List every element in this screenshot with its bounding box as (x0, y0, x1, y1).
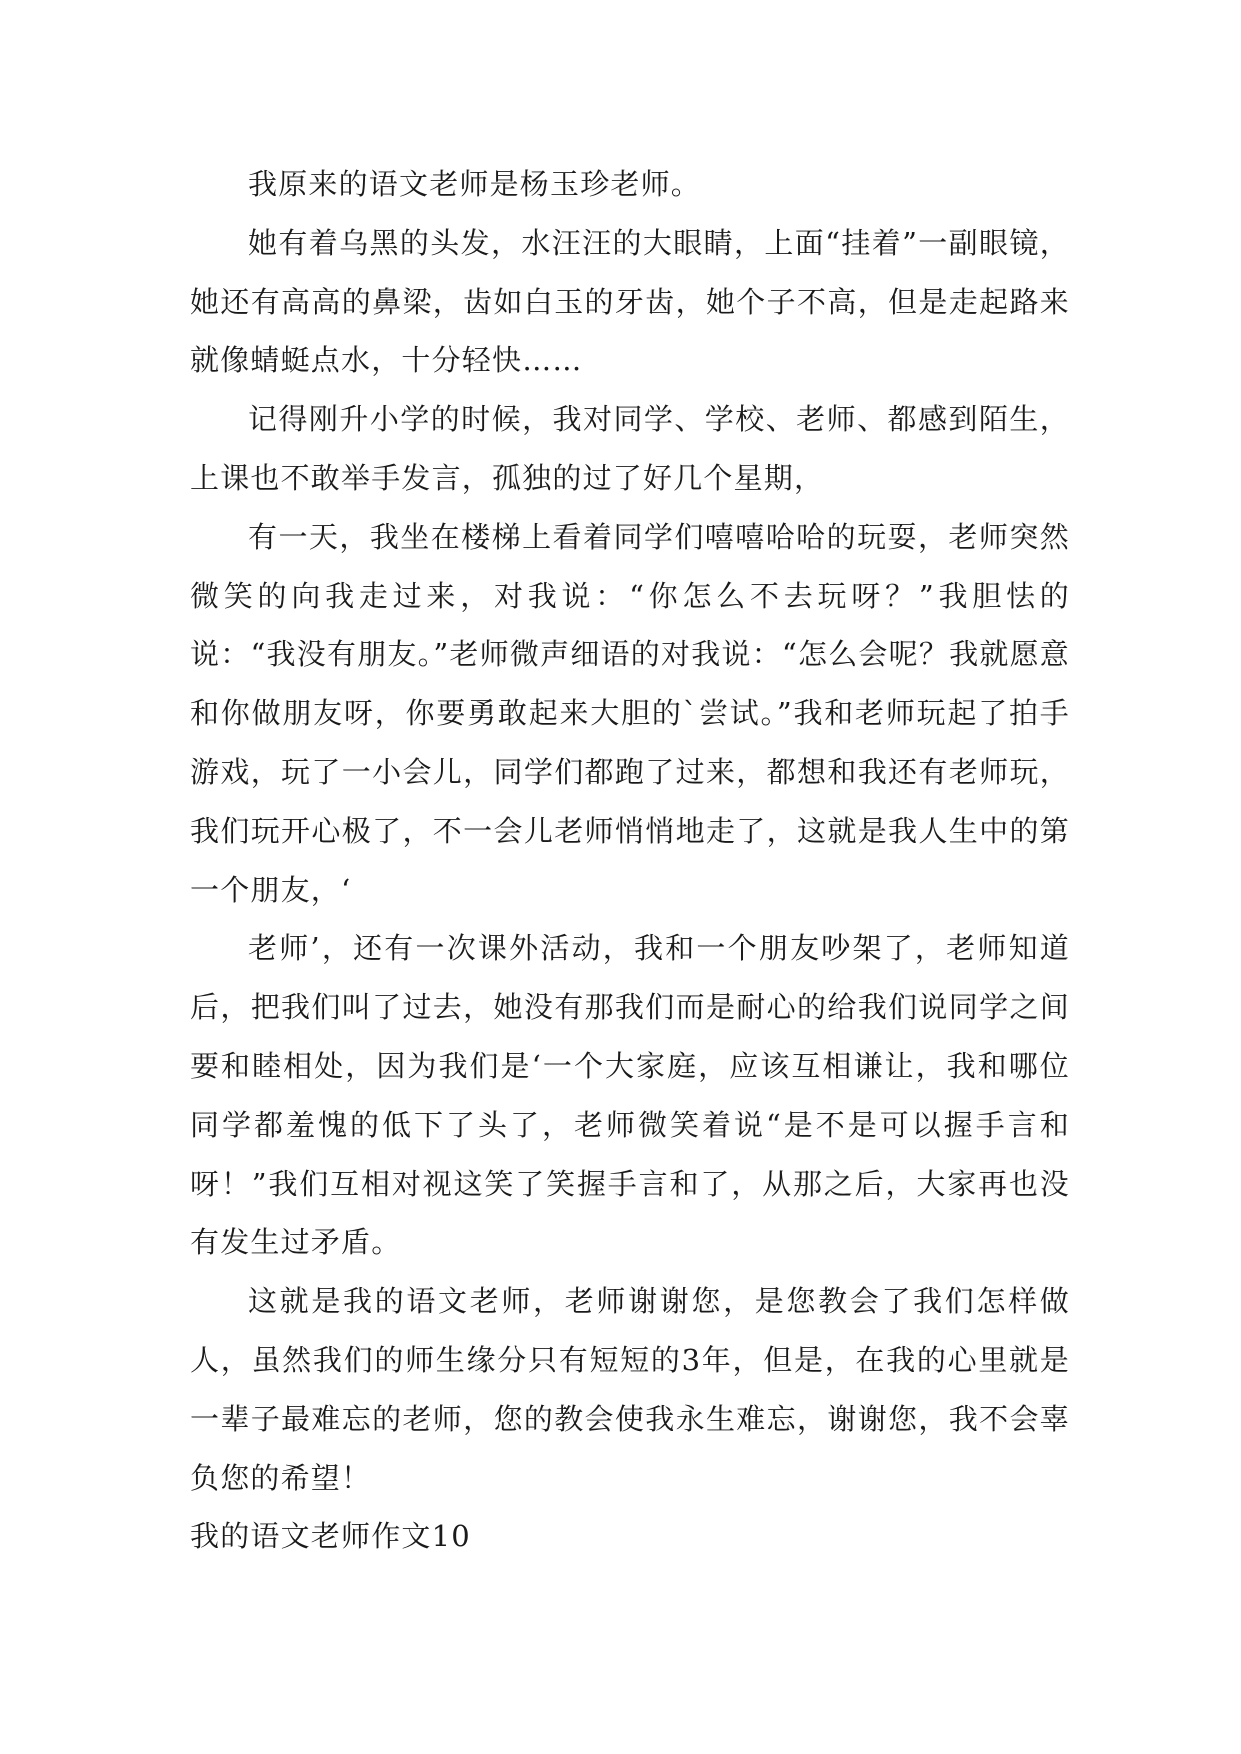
document-page (190, 155, 1070, 1566)
paragraph-6: 这就是我的语文老师，老师谢谢您，是您教会了我们怎样做人，虽然我们的师生缘分只有短短的3年，但是，在我的心里就是一辈子最难忘的老师，您的教会使我永生难忘，谢谢您，我不会辜负您的希望！ (190, 1284, 1070, 1495)
section-heading: 我的语文老师作文10 (190, 1519, 471, 1554)
paragraph-5: 老师’，还有一次课外活动，我和一个朋友吵架了，老师知道后，把我们叫了过去，她没有那我们而是耐心的给我们说同学之间要和睦相处，因为我们是‘一个大家庭，应该互相谦让，我和哪位同学都羞愧的低下了头了，老师微笑着说“是不是可以握手言和呀！”我们互相对视这笑了笑握手言和了，从那之后，大家再也没有发生过矛盾。 (190, 931, 1070, 1260)
paragraph-1: 我原来的语文老师是杨玉珍老师。 (248, 167, 702, 201)
paragraph-2: 她有着乌黑的头发，水汪汪的大眼睛，上面“挂着”一副眼镜，她还有高高的鼻梁，齿如白玉的牙齿，她个子不高，但是走起路来就像蜻蜓点水，十分轻快…… (190, 225, 1070, 378)
paragraph-4: 有一天，我坐在楼梯上看着同学们嘻嘻哈哈的玩耍，老师突然微笑的向我走过来，对我说：“你怎么不去玩呀？”我胆怯的说：“我没有朋友。”老师微声细语的对我说：“怎么会呢？我就愿意和你做朋友呀，你要勇敢起来大胆的`尝试。”我和老师玩起了拍手游戏，玩了一小会儿，同学们都跑了过来，都想和我还有老师玩，我们玩开心极了，不一会儿老师悄悄地走了，这就是我人生中的第一个朋友，‘ (190, 519, 1070, 907)
paragraph-3: 记得刚升小学的时候，我对同学、学校、老师、都感到陌生，上课也不敢举手发言，孤独的过了好几个星期， (190, 402, 1070, 495)
